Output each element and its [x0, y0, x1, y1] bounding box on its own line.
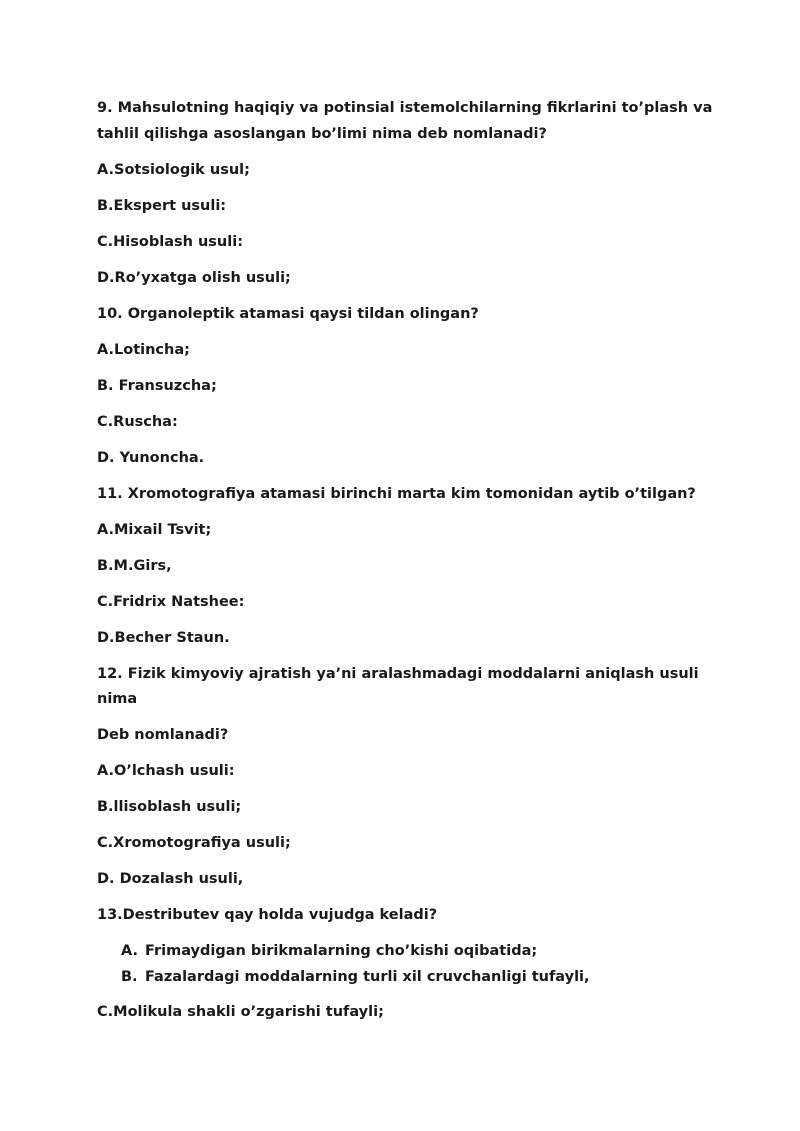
answer-12b: B.llisoblash usuli;: [97, 799, 242, 815]
question-9-line-2: tahlil qilishga asoslangan bo’limi nima deb nomlanadi?: [97, 126, 547, 142]
answer-9b: B.Ekspert usuli:: [97, 198, 227, 214]
answer-13c: C.Molikula shakli o’zgarishi tufayli;: [97, 1004, 384, 1020]
answer-10a: A.Lotincha;: [97, 342, 190, 358]
question-12-line-2: nima: [97, 691, 138, 707]
list-marker: A.: [121, 943, 138, 959]
answer-11b: B.M.Girs,: [97, 558, 172, 574]
question-9-line-1: 9. Mahsulotning haqiqiy va potinsial istemolchilarning fikrlarini to’plash va: [97, 100, 713, 116]
answer-12c: C.Xromotografiya usuli;: [97, 835, 291, 851]
answer-9c: C.Hisoblash usuli:: [97, 234, 243, 250]
answer-10d: D. Yunoncha.: [97, 450, 205, 466]
answer-11c: C.Fridrix Natshee:: [97, 594, 245, 610]
answer-13b: [121, 965, 590, 989]
list-marker: B.: [121, 969, 138, 985]
question-12-line-1: 12. Fizik kimyoviy ajratish ya’ni aralashmadagi moddalarni aniqlash usuli: [97, 666, 699, 682]
answer-9a: A.Sotsiologik usul;: [97, 162, 250, 178]
question-11: 11. Xromotografiya atamasi birinchi marta kim tomonidan aytib o’tilgan?: [97, 486, 696, 502]
answer-10b: B. Fransuzcha;: [97, 378, 217, 394]
answer-12a: A.O’lchash usuli:: [97, 763, 235, 779]
question-10: 10. Organoleptik atamasi qaysi tildan olingan?: [97, 306, 479, 322]
answer-12d: D. Dozalash usuli,: [97, 871, 244, 887]
answer-10c: C.Ruscha:: [97, 414, 178, 430]
answer-11a: A.Mixail Tsvit;: [97, 522, 212, 538]
answer-13a: [121, 939, 537, 963]
list-item-text: Frimaydigan birikmalarning cho’kishi oqibatida;: [145, 943, 538, 959]
answer-11d: D.Becher Staun.: [97, 630, 230, 646]
list-item-text: Fazalardagi moddalarning turli xil cruvchanligi tufayli,: [145, 969, 590, 985]
answer-9d: D.Ro’yxatga olish usuli;: [97, 270, 291, 286]
question-13: 13.Destributev qay holda vujudga keladi?: [97, 907, 438, 923]
question-12-line-3: Deb nomlanadi?: [97, 727, 229, 743]
